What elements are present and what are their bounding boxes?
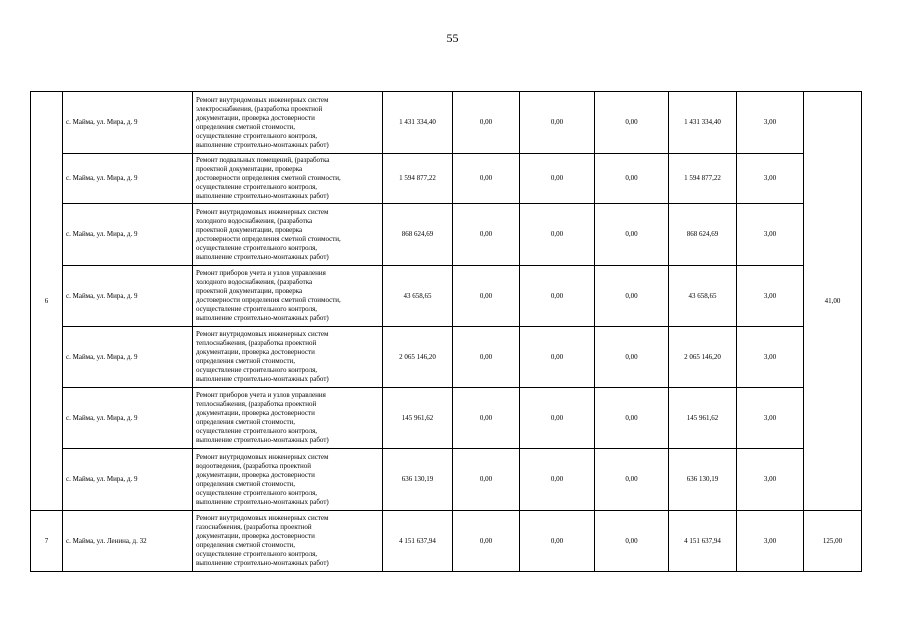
work-description-line: Ремонт внутридомовых инженерных систем [196, 207, 329, 216]
address-cell: с. Майма, ул. Мира, д. 9 [63, 92, 193, 154]
repair-table [30, 91, 862, 572]
work-description-line: выполнение строительно-монтажных работ) [196, 436, 329, 444]
value-cell: 0,00 [453, 388, 520, 449]
value-cell: 0,00 [453, 154, 520, 204]
value-cell: 0,00 [595, 266, 669, 327]
value-cell: 0,00 [520, 154, 595, 204]
table-row [31, 327, 862, 388]
address-cell: с. Майма, ул. Мира, д. 9 [63, 154, 193, 204]
work-description-line: осуществление строительного контроля, [196, 427, 318, 435]
work-description-line: документации, проверка достоверности [196, 348, 315, 356]
work-description-line: определения сметной стоимости, [196, 418, 296, 426]
table-row [31, 449, 862, 511]
row-number: 7 [31, 511, 63, 572]
amount-cell: 636 130,19 [669, 449, 737, 511]
work-description-line: выполнение строительно-монтажных работ) [196, 252, 329, 261]
work-description-line: Ремонт внутридомовых инженерных систем [196, 452, 329, 461]
work-description-line: определения сметной стоимости, [196, 122, 296, 131]
share-cell: 3,00 [737, 327, 804, 388]
work-description-line: документации, проверка достоверности [196, 113, 315, 122]
work-description-line: холодного водоснабжения, (разработка [196, 216, 313, 225]
address-cell: с. Майма, ул. Мира, д. 9 [63, 327, 193, 388]
amount-cell: 43 658,65 [669, 266, 737, 327]
cost-cell: 4 151 637,94 [383, 511, 453, 572]
work-description-line: документации, проверка достоверности [196, 470, 315, 479]
share-cell: 3,00 [737, 92, 804, 154]
work-description-line: осуществление строительного контроля, [196, 305, 318, 313]
work-description-line: осуществление строительного контроля, [196, 488, 318, 497]
share-cell: 3,00 [737, 388, 804, 449]
value-cell: 0,00 [595, 449, 669, 511]
work-description-line: документации, проверка достоверности [196, 409, 315, 417]
work-description-cell [193, 92, 383, 154]
value-cell: 0,00 [595, 388, 669, 449]
value-cell: 0,00 [595, 204, 669, 266]
cost-cell: 43 658,65 [383, 266, 453, 327]
work-description-line: выполнение строительно-монтажных работ) [196, 375, 329, 383]
work-description-line: Ремонт приборов учета и узлов управления [196, 269, 326, 277]
work-description-line: электроснабжения, (разработка проектной [196, 104, 323, 113]
amount-cell: 868 624,69 [669, 204, 737, 266]
work-description-line: определения сметной стоимости, [196, 357, 296, 365]
work-description-line: выполнение строительно-монтажных работ) [196, 314, 329, 322]
work-description-line: осуществление строительного контроля, [196, 243, 318, 252]
cost-cell: 2 065 146,20 [383, 327, 453, 388]
value-cell: 0,00 [520, 327, 595, 388]
address-cell: с. Майма, ул. Мира, д. 9 [63, 449, 193, 511]
value-cell: 0,00 [595, 327, 669, 388]
work-description-line: осуществление строительного контроля, [196, 366, 318, 374]
work-description-cell [193, 511, 383, 572]
value-cell: 0,00 [520, 511, 595, 572]
cost-cell: 868 624,69 [383, 204, 453, 266]
share-cell: 3,00 [737, 449, 804, 511]
cost-cell: 145 961,62 [383, 388, 453, 449]
value-cell: 0,00 [520, 92, 595, 154]
work-description-line: холодного водоснабжения, (разработка [196, 278, 313, 286]
share-cell: 3,00 [737, 204, 804, 266]
work-description-line: осуществление строительного контроля, [196, 183, 318, 191]
value-cell: 0,00 [595, 511, 669, 572]
amount-cell: 1 594 877,22 [669, 154, 737, 204]
cost-cell: 1 594 877,22 [383, 154, 453, 204]
value-cell: 0,00 [520, 388, 595, 449]
table-row [31, 511, 862, 572]
work-description-cell [193, 327, 383, 388]
work-description-line: документации, проверка достоверности [196, 532, 315, 540]
work-description-line: выполнение строительно-монтажных работ) [196, 559, 329, 567]
share-cell: 3,00 [737, 154, 804, 204]
work-description-line: Ремонт приборов учета и узлов управления [196, 391, 326, 399]
value-cell: 0,00 [453, 327, 520, 388]
work-description-line: Ремонт внутридомовых инженерных систем [196, 330, 329, 338]
table-row [31, 92, 862, 154]
work-description-cell [193, 388, 383, 449]
value-cell: 0,00 [595, 92, 669, 154]
work-description-line: проектной документации, проверка [196, 165, 303, 173]
value-cell: 0,00 [520, 204, 595, 266]
amount-cell: 1 431 334,40 [669, 92, 737, 154]
work-description-line: проектной документации, проверка [196, 287, 303, 295]
value-cell: 0,00 [453, 92, 520, 154]
work-description-cell [193, 204, 383, 266]
table-row [31, 266, 862, 327]
cost-cell: 636 130,19 [383, 449, 453, 511]
work-description-line: газоснабжения, (разработка проектной [196, 523, 312, 531]
table-row [31, 154, 862, 204]
work-description-line: водоотведения, (разработка проектной [196, 461, 312, 470]
work-description-cell [193, 449, 383, 511]
work-description-line: Ремонт подвальных помещений, (разработка [196, 156, 330, 164]
work-description-line: теплоснабжения, (разработка проектной [196, 339, 317, 347]
value-cell: 0,00 [520, 266, 595, 327]
row-number: 6 [31, 92, 63, 511]
work-description-line: проектной документации, проверка [196, 225, 303, 234]
value-cell: 0,00 [453, 449, 520, 511]
cost-cell: 1 431 334,40 [383, 92, 453, 154]
address-cell: с. Майма, ул. Ленина, д. 32 [63, 511, 193, 572]
work-description-line: достоверности определения сметной стоимости, [196, 174, 341, 182]
work-description-line: Ремонт внутридомовых инженерных систем [196, 95, 329, 104]
work-description-line: осуществление строительного контроля, [196, 131, 318, 140]
total-cell: 41,00 [804, 92, 862, 511]
work-description-line: выполнение строительно-монтажных работ) [196, 497, 329, 506]
work-description-line: достоверности определения сметной стоимости, [196, 234, 341, 243]
share-cell: 3,00 [737, 511, 804, 572]
work-description-line: определения сметной стоимости, [196, 541, 296, 549]
amount-cell: 145 961,62 [669, 388, 737, 449]
amount-cell: 2 065 146,20 [669, 327, 737, 388]
table-row [31, 204, 862, 266]
work-description-line: осуществление строительного контроля, [196, 550, 318, 558]
address-cell: с. Майма, ул. Мира, д. 9 [63, 204, 193, 266]
value-cell: 0,00 [453, 204, 520, 266]
value-cell: 0,00 [520, 449, 595, 511]
work-description-line: определения сметной стоимости, [196, 479, 296, 488]
value-cell: 0,00 [595, 154, 669, 204]
work-description-cell [193, 266, 383, 327]
total-cell: 125,00 [804, 511, 862, 572]
amount-cell: 4 151 637,94 [669, 511, 737, 572]
value-cell: 0,00 [453, 511, 520, 572]
share-cell: 3,00 [737, 266, 804, 327]
work-description-line: выполнение строительно-монтажных работ) [196, 192, 329, 200]
address-cell: с. Майма, ул. Мира, д. 9 [63, 388, 193, 449]
value-cell: 0,00 [453, 266, 520, 327]
work-description-line: достоверности определения сметной стоимости, [196, 296, 341, 304]
page-number: 55 [446, 31, 459, 45]
table-row [31, 388, 862, 449]
work-description-line: Ремонт внутридомовых инженерных систем [196, 514, 329, 522]
address-cell: с. Майма, ул. Мира, д. 9 [63, 266, 193, 327]
work-description-line: выполнение строительно-монтажных работ) [196, 140, 329, 149]
work-description-cell [193, 154, 383, 204]
work-description-line: теплоснабжения, (разработка проектной [196, 400, 317, 408]
